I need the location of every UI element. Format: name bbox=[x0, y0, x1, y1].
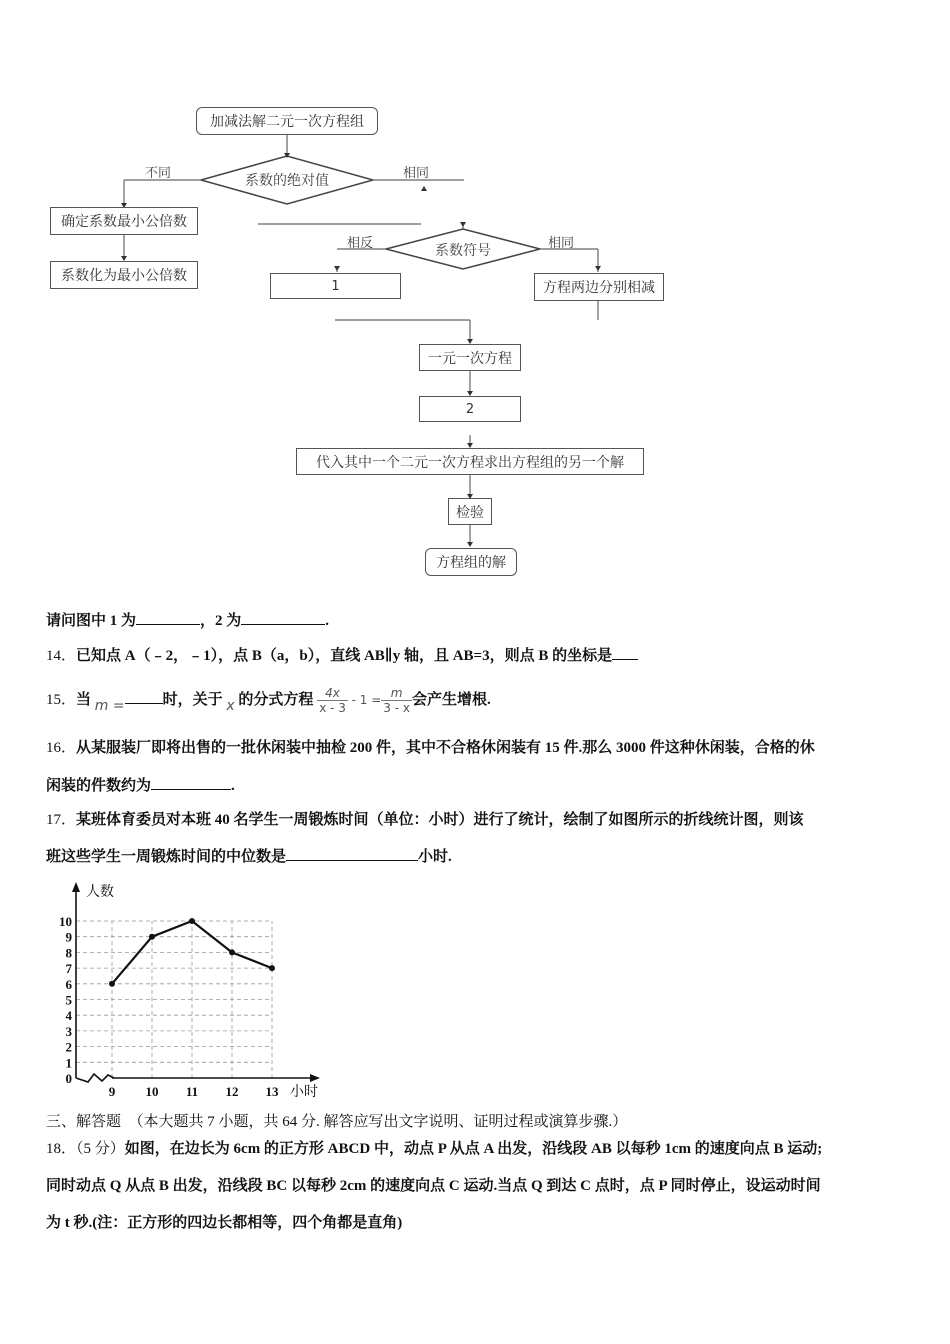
question-14: 14．已知点 A（﹣2，﹣1），点 B（a，b），直线 AB∥y 轴，且 AB=3，则点 B 的坐标是 bbox=[46, 645, 638, 666]
right-step-subtract: 方程两边分别相减 bbox=[534, 273, 664, 301]
svg-text:9: 9 bbox=[108, 1084, 116, 1099]
question-16-line1: 16．从某服装厂即将出售的一批休闲装中抽检 200 件，其中不合格休闲装有 15 件.那么 3000 件这种休闲装，合格的休 bbox=[46, 740, 815, 756]
merge-step: 一元一次方程 bbox=[419, 344, 521, 371]
section-3-heading: 三、解答题 （本大题共 7 小题，共 64 分. 解答应写出文字说明、证明过程或演算步骤.） bbox=[46, 1114, 628, 1130]
svg-text:13: 13 bbox=[265, 1084, 279, 1099]
svg-text:11: 11 bbox=[185, 1084, 199, 1099]
question-16-line2: 闲装的件数约为 . bbox=[46, 775, 235, 796]
decision2-text: 系数符号 bbox=[435, 244, 491, 259]
svg-text:0: 0 bbox=[65, 1071, 72, 1086]
fraction-4x-over-x-3: $\frac{4x}{x - 3}$ bbox=[319, 686, 346, 716]
svg-text:1: 1 bbox=[65, 1055, 72, 1071]
decision1-left-label: 不同 bbox=[145, 165, 172, 180]
svg-text:7: 7 bbox=[65, 961, 72, 977]
svg-text:8: 8 bbox=[65, 945, 72, 961]
svg-text:人数: 人数 bbox=[86, 885, 114, 900]
svg-text:10: 10 bbox=[145, 1084, 159, 1099]
answer-blank-q17[interactable] bbox=[286, 846, 418, 861]
answer-blank-q16[interactable] bbox=[151, 775, 231, 790]
blank-box-1: 1 bbox=[270, 273, 401, 299]
svg-text:6: 6 bbox=[65, 976, 72, 992]
question-18-line1: 18．（5 分）如图，在边长为 6cm 的正方形 ABCD 中，动点 P 从点 A 出发，沿线段 AB 以每秒 1cm 的速度向点 B 运动; bbox=[46, 1141, 823, 1157]
question-17-line1: 17．某班体育委员对本班 40 名学生一周锻炼时间（单位：小时）进行了统计，绘制了如图所示的折线统计图，则该 bbox=[46, 812, 804, 828]
flowchart-start: 加减法解二元一次方程组 bbox=[196, 107, 378, 135]
question-15: 15．当 m = 时，关于 x 的分式方程 $\frac{4x}{x - 3}$ - 1 = $\frac{m}{3 - x}$ 会产生增根. bbox=[46, 686, 491, 716]
chart-svg bbox=[44, 878, 334, 1100]
svg-text:4: 4 bbox=[65, 1008, 72, 1024]
left-step-scale: 系数化为最小公倍数 bbox=[50, 261, 198, 289]
answer-blank-q14[interactable] bbox=[612, 645, 638, 660]
left-step-lcm: 确定系数最小公倍数 bbox=[50, 207, 198, 235]
flowchart-end: 方程组的解 bbox=[425, 548, 517, 576]
decision1-text: 系数的绝对值 bbox=[245, 174, 329, 189]
svg-text:小时: 小时 bbox=[290, 1085, 318, 1100]
svg-text:10: 10 bbox=[59, 914, 72, 929]
q13-tail: 请问图中 1 为 ，2 为 . bbox=[46, 610, 329, 631]
check-step: 检验 bbox=[448, 498, 492, 525]
svg-text:9: 9 bbox=[65, 929, 72, 945]
svg-text:2: 2 bbox=[65, 1039, 72, 1055]
question-18-line3: 为 t 秒.(注：正方形的四边长都相等，四个角都是直角) bbox=[46, 1215, 403, 1231]
decision2-right-label: 相同 bbox=[548, 235, 575, 250]
decision2-left-label: 相反 bbox=[347, 235, 374, 250]
svg-text:3: 3 bbox=[65, 1023, 72, 1039]
decision1-right-label: 相同 bbox=[403, 165, 430, 180]
answer-blank-1[interactable] bbox=[136, 610, 200, 625]
question-17-line2: 班这些学生一周锻炼时间的中位数是 小时. bbox=[46, 846, 452, 867]
svg-text:12: 12 bbox=[225, 1084, 239, 1099]
blank-box-2: 2 bbox=[419, 396, 521, 422]
line-chart bbox=[44, 878, 334, 1100]
substitute-step: 代入其中一个二元一次方程求出方程组的另一个解 bbox=[296, 448, 644, 475]
answer-blank-2[interactable] bbox=[241, 610, 325, 625]
svg-text:5: 5 bbox=[65, 992, 72, 1008]
fraction-m-over-3-x: $\frac{m}{3 - x}$ bbox=[383, 686, 410, 716]
answer-blank-q15[interactable] bbox=[125, 689, 163, 704]
question-18-line2: 同时动点 Q 从点 B 出发，沿线段 BC 以每秒 2cm 的速度向点 C 运动.当点 Q 到达 C 点时，点 P 同时停止，设运动时间 bbox=[46, 1178, 821, 1194]
